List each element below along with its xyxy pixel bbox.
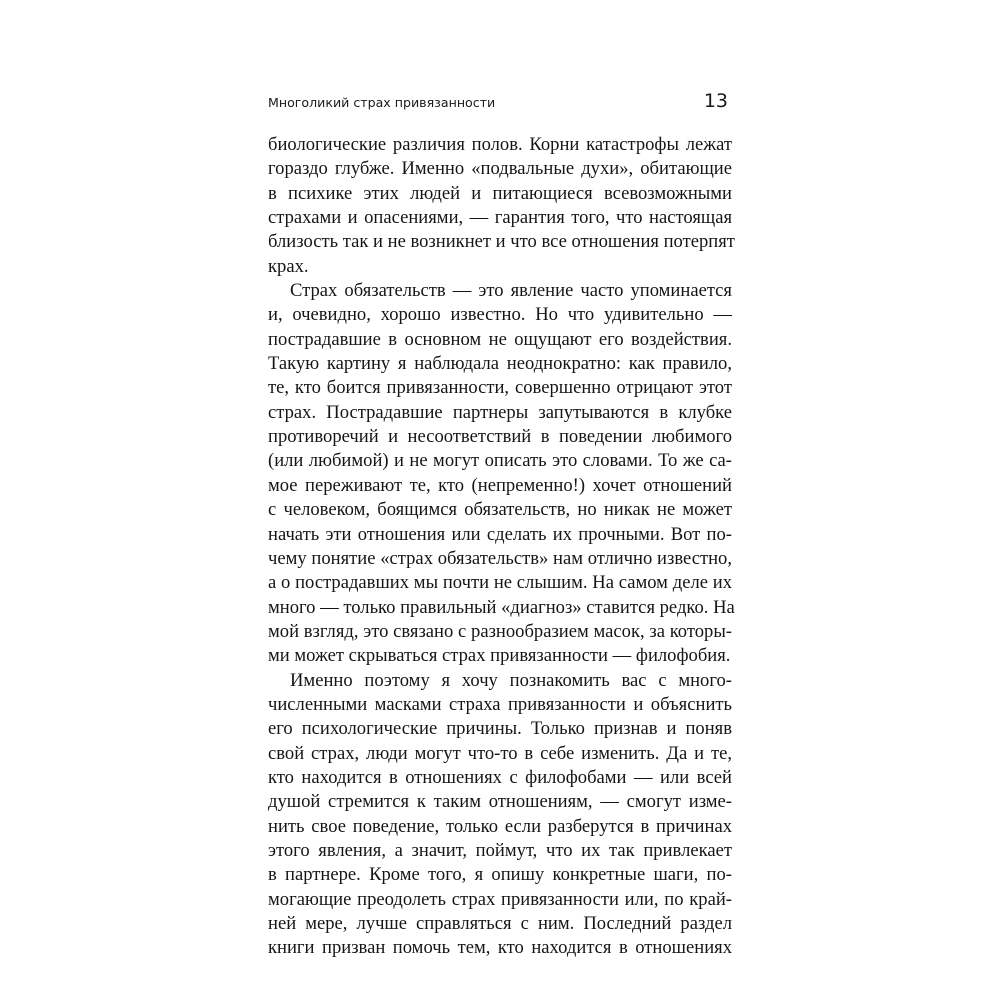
- text-line: противоречий и несоответствий в поведении любимого: [268, 426, 732, 448]
- paragraph-first-line: Именно поэтому я хочу познакомить вас с много-: [290, 669, 732, 691]
- text-line: этого явления, а значит, поймут, что их так привлекает: [268, 839, 732, 861]
- text-line: гораздо глубже. Именно «подвальные духи», обитающие: [268, 158, 732, 180]
- text-line: и, очевидно, хорошо известно. Но что удивительно —: [268, 304, 732, 326]
- text-line: с человеком, боящимся обязательств, но никак не может: [268, 499, 732, 521]
- text-line: пострадавшие в основном не ощущают его воздействия.: [268, 328, 732, 350]
- text-line: свой страх, люди могут что-то в себе изменить. Да и те,: [268, 742, 732, 764]
- text-line: а о пострадавших мы почти не слышим. На самом деле их: [268, 572, 732, 594]
- text-line: могающие преодолеть страх привязанности или, по край-: [268, 888, 732, 910]
- text-line: биологические различия полов. Корни катастрофы лежат: [268, 134, 732, 155]
- text-line: много — только правильный «диагноз» ставится редко. На: [268, 596, 735, 618]
- running-head: [268, 92, 732, 116]
- text-line: крах.: [268, 255, 309, 277]
- paragraph-first-line: Страх обязательств — это явление часто упоминается: [290, 280, 732, 302]
- text-line: ней мере, лучше справляться с ним. Последний раздел: [268, 913, 732, 934]
- running-title: Многоликий страх привязанности: [268, 95, 496, 110]
- body-text: [268, 133, 735, 961]
- text-line: Такую картину я наблюдала неоднократно: как правило,: [268, 353, 732, 375]
- page-number: 13: [703, 90, 728, 112]
- text-line: его психологические причины. Только признав и поняв: [268, 718, 732, 740]
- text-line: мое переживают те, кто (непременно!) хочет отношений: [268, 474, 732, 496]
- text-line: душой стремится к таким отношениям, — смогут изме-: [268, 791, 732, 813]
- text-line: книги призван помочь тем, кто находится в отношениях: [268, 937, 732, 959]
- text-line: кто находится в отношениях с филофобами — или всей: [268, 766, 732, 788]
- text-line: численными масками страха привязанности и объяснить: [268, 693, 732, 715]
- text-line: страхами и опасениями, — гарантия того, что настоящая: [268, 207, 732, 229]
- text-line: в психике этих людей и питающиеся всевозможными: [268, 182, 732, 204]
- text-line: те, кто боится привязанности, совершенно отрицают этот: [268, 377, 732, 399]
- text-line: страх. Пострадавшие партнеры запутываются в клубке: [268, 401, 732, 423]
- text-line: (или любимой) и не могут описать это словами. То же са-: [268, 450, 732, 472]
- text-line: нить свое поведение, только если разберутся в причинах: [268, 815, 732, 837]
- text-line: мой взгляд, это связано с разнообразием масок, за которы-: [268, 620, 732, 642]
- text-line: ми может скрываться страх привязанности — филофобия.: [268, 645, 731, 667]
- text-line: чему понятие «страх обязательств» нам отлично известно,: [268, 547, 732, 569]
- text-line: начать эти отношения или сделать их прочными. Вот по-: [268, 523, 732, 545]
- text-line: близость так и не возникнет и что все отношения потерпят: [268, 231, 735, 253]
- text-line: в партнере. Кроме того, я опишу конкретные шаги, по-: [268, 864, 732, 886]
